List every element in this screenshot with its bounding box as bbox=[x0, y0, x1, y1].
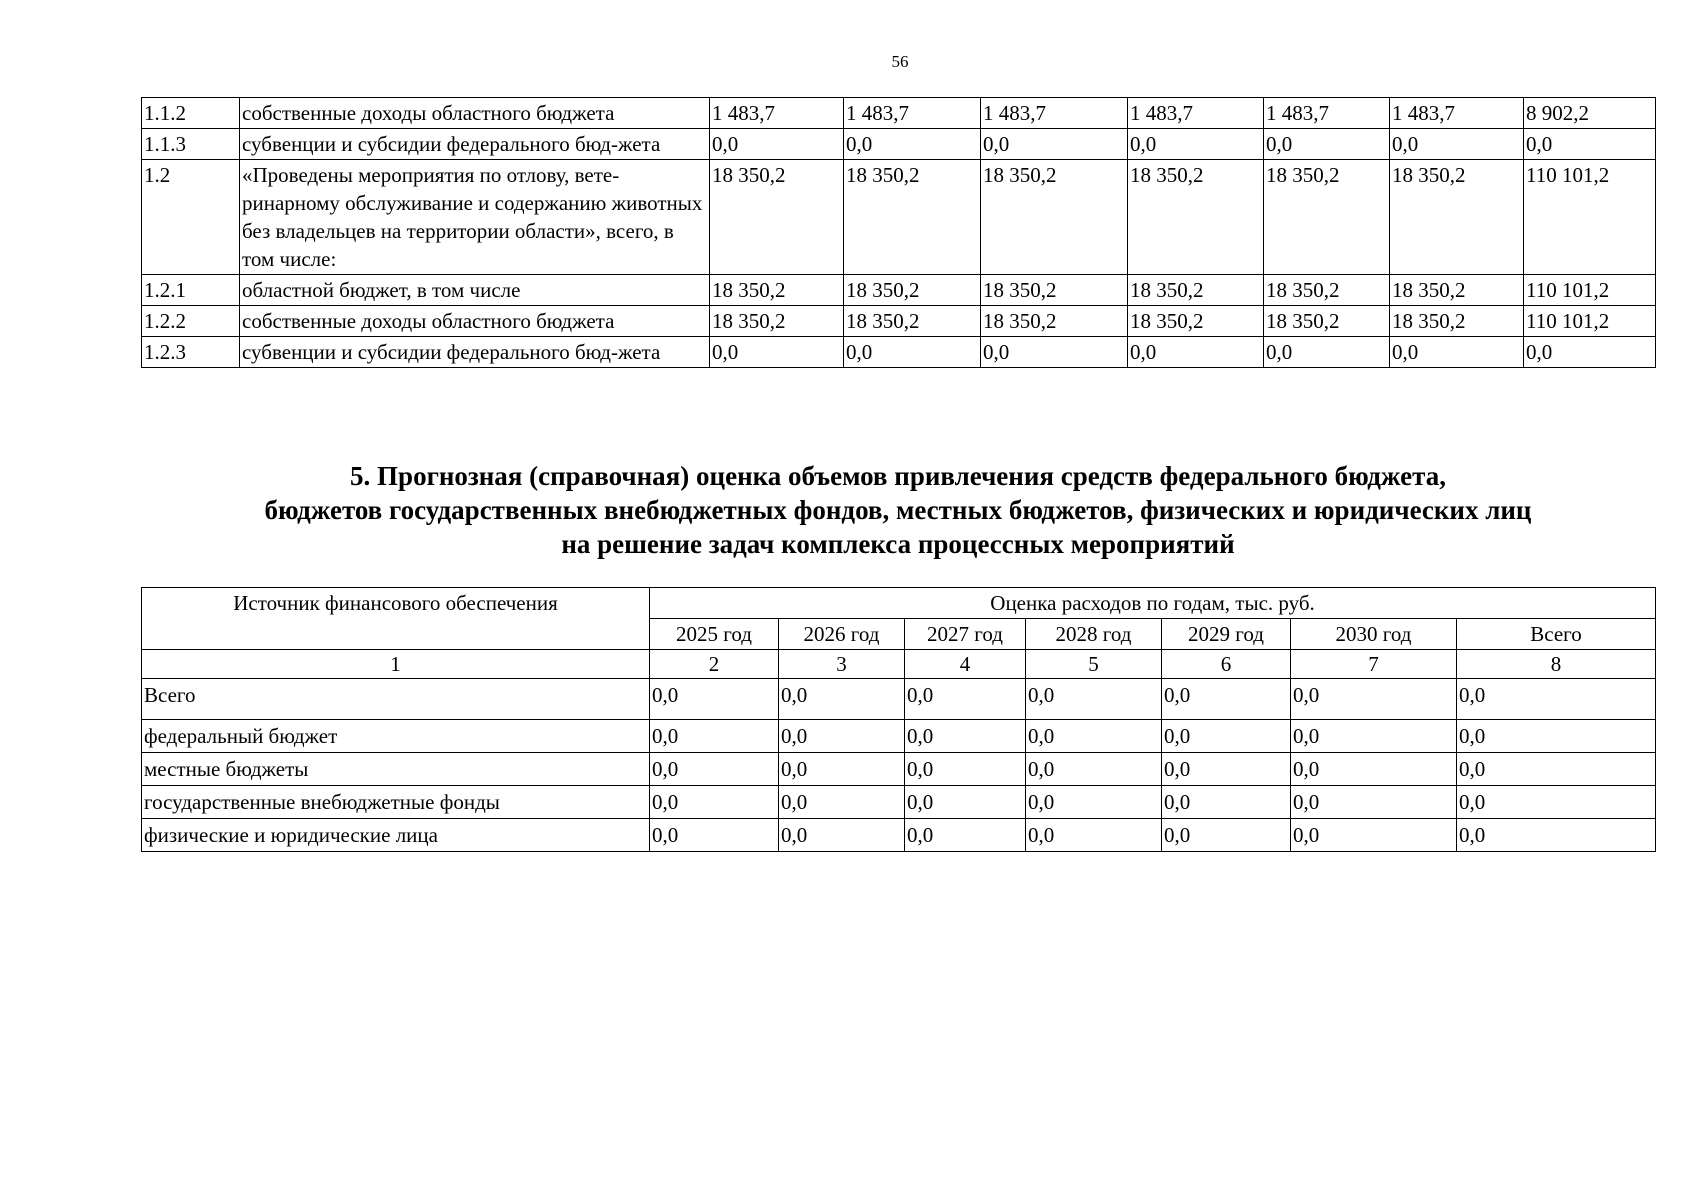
row-name: собственные доходы областного бюджета bbox=[240, 306, 710, 337]
page-number: 56 bbox=[891, 52, 909, 71]
row-value: 0,0 bbox=[1524, 337, 1656, 368]
row-code: 1.1.2 bbox=[142, 98, 240, 129]
row-value: 18 350,2 bbox=[1264, 275, 1390, 306]
row-value: 0,0 bbox=[1291, 753, 1457, 786]
row-value: 18 350,2 bbox=[844, 160, 981, 275]
row-value: 18 350,2 bbox=[710, 275, 844, 306]
row-value: 0,0 bbox=[1162, 786, 1291, 819]
row-value: 0,0 bbox=[905, 720, 1026, 753]
row-value: 0,0 bbox=[650, 679, 779, 720]
row-code: 1.2 bbox=[142, 160, 240, 275]
year-header: 2026 год bbox=[779, 619, 905, 650]
row-value: 18 350,2 bbox=[1128, 275, 1264, 306]
row-name: собственные доходы областного бюджета bbox=[240, 98, 710, 129]
source-name: местные бюджеты bbox=[142, 753, 650, 786]
year-header: 2025 год bbox=[650, 619, 779, 650]
row-value: 0,0 bbox=[650, 753, 779, 786]
row-value: 0,0 bbox=[1390, 129, 1524, 160]
year-header: 2030 год bbox=[1291, 619, 1457, 650]
row-name: субвенции и субсидии федерального бюд-жета bbox=[240, 129, 710, 160]
row-value: 0,0 bbox=[1162, 720, 1291, 753]
row-value: 0,0 bbox=[1457, 753, 1656, 786]
row-value: 0,0 bbox=[905, 753, 1026, 786]
row-value: 0,0 bbox=[1026, 819, 1162, 852]
row-code: 1.2.2 bbox=[142, 306, 240, 337]
column-number: 4 bbox=[905, 650, 1026, 679]
row-value: 0,0 bbox=[1026, 786, 1162, 819]
row-value: 0,0 bbox=[1390, 337, 1524, 368]
row-value: 0,0 bbox=[650, 786, 779, 819]
row-value: 0,0 bbox=[981, 337, 1128, 368]
row-name: областной бюджет, в том числе bbox=[240, 275, 710, 306]
column-number: 1 bbox=[142, 650, 650, 679]
row-value: 110 101,2 bbox=[1524, 275, 1656, 306]
column-number: 7 bbox=[1291, 650, 1457, 679]
row-value: 18 350,2 bbox=[981, 275, 1128, 306]
row-value: 0,0 bbox=[1128, 337, 1264, 368]
column-number: 8 bbox=[1457, 650, 1656, 679]
header-estimate: Оценка расходов по годам, тыс. руб. bbox=[650, 588, 1656, 619]
row-value: 18 350,2 bbox=[1390, 275, 1524, 306]
row-value: 1 483,7 bbox=[1128, 98, 1264, 129]
year-header: 2029 год bbox=[1162, 619, 1291, 650]
row-value: 110 101,2 bbox=[1524, 306, 1656, 337]
row-value: 0,0 bbox=[779, 786, 905, 819]
row-value: 0,0 bbox=[779, 679, 905, 720]
row-code: 1.2.1 bbox=[142, 275, 240, 306]
table-row bbox=[142, 679, 1656, 720]
row-value: 0,0 bbox=[1264, 337, 1390, 368]
row-value: 0,0 bbox=[710, 129, 844, 160]
row-value: 0,0 bbox=[844, 337, 981, 368]
row-value: 8 902,2 bbox=[1524, 98, 1656, 129]
section-heading-line: бюджетов государственных внебюджетных фондов, местных бюджетов, физических и юридических лиц bbox=[264, 495, 1532, 525]
row-value: 0,0 bbox=[650, 720, 779, 753]
table-row bbox=[142, 786, 1656, 819]
row-value: 0,0 bbox=[1291, 720, 1457, 753]
source-name: государственные внебюджетные фонды bbox=[142, 786, 650, 819]
row-value: 18 350,2 bbox=[710, 306, 844, 337]
row-value: 18 350,2 bbox=[1390, 160, 1524, 275]
row-value: 0,0 bbox=[779, 720, 905, 753]
table-row bbox=[142, 129, 1656, 160]
year-header: Всего bbox=[1457, 619, 1656, 650]
table-row bbox=[142, 819, 1656, 852]
row-value: 0,0 bbox=[981, 129, 1128, 160]
table-row bbox=[142, 160, 1656, 275]
row-value: 0,0 bbox=[1291, 819, 1457, 852]
row-value: 0,0 bbox=[844, 129, 981, 160]
row-value: 18 350,2 bbox=[1264, 306, 1390, 337]
row-value: 0,0 bbox=[650, 819, 779, 852]
row-value: 0,0 bbox=[905, 679, 1026, 720]
source-name: Всего bbox=[142, 679, 650, 720]
header-source: Источник финансового обеспечения bbox=[142, 588, 650, 650]
row-value: 0,0 bbox=[1026, 679, 1162, 720]
row-value: 1 483,7 bbox=[710, 98, 844, 129]
row-value: 110 101,2 bbox=[1524, 160, 1656, 275]
row-name: «Проведены мероприятия по отлову, вете-ринарному обслуживание и содержанию животных без владельцев на территории области», всего, в том числе: bbox=[240, 160, 710, 275]
section-heading-line: 5. Прогнозная (справочная) оценка объемов привлечения средств федерального бюджета, bbox=[350, 461, 1446, 491]
table-row bbox=[142, 720, 1656, 753]
row-value: 0,0 bbox=[1162, 753, 1291, 786]
row-value: 1 483,7 bbox=[981, 98, 1128, 129]
row-value: 0,0 bbox=[1026, 753, 1162, 786]
column-number: 5 bbox=[1026, 650, 1162, 679]
table-row bbox=[142, 275, 1656, 306]
row-value: 18 350,2 bbox=[1264, 160, 1390, 275]
row-value: 0,0 bbox=[710, 337, 844, 368]
row-value: 18 350,2 bbox=[981, 160, 1128, 275]
row-value: 0,0 bbox=[1162, 679, 1291, 720]
row-code: 1.1.3 bbox=[142, 129, 240, 160]
row-value: 0,0 bbox=[1457, 720, 1656, 753]
row-value: 0,0 bbox=[1524, 129, 1656, 160]
column-number: 6 bbox=[1162, 650, 1291, 679]
row-value: 0,0 bbox=[905, 786, 1026, 819]
row-value: 18 350,2 bbox=[710, 160, 844, 275]
row-value: 0,0 bbox=[1457, 786, 1656, 819]
row-value: 0,0 bbox=[1128, 129, 1264, 160]
table-row bbox=[142, 306, 1656, 337]
column-number: 2 bbox=[650, 650, 779, 679]
row-value: 0,0 bbox=[1291, 786, 1457, 819]
section-heading-line: на решение задач комплекса процессных мероприятий bbox=[561, 529, 1235, 559]
forecast-table bbox=[141, 587, 1656, 852]
source-name: физические и юридические лица bbox=[142, 819, 650, 852]
row-value: 0,0 bbox=[1264, 129, 1390, 160]
row-value: 18 350,2 bbox=[981, 306, 1128, 337]
source-name: федеральный бюджет bbox=[142, 720, 650, 753]
year-header: 2027 год bbox=[905, 619, 1026, 650]
table-row bbox=[142, 98, 1656, 129]
row-value: 0,0 bbox=[779, 819, 905, 852]
row-value: 18 350,2 bbox=[1128, 306, 1264, 337]
row-value: 1 483,7 bbox=[1264, 98, 1390, 129]
section-heading bbox=[141, 459, 1655, 561]
row-value: 0,0 bbox=[905, 819, 1026, 852]
row-value: 18 350,2 bbox=[1128, 160, 1264, 275]
row-value: 0,0 bbox=[779, 753, 905, 786]
row-value: 0,0 bbox=[1162, 819, 1291, 852]
row-value: 1 483,7 bbox=[1390, 98, 1524, 129]
year-header: 2028 год bbox=[1026, 619, 1162, 650]
row-value: 18 350,2 bbox=[844, 306, 981, 337]
column-number: 3 bbox=[779, 650, 905, 679]
row-value: 0,0 bbox=[1457, 679, 1656, 720]
row-value: 0,0 bbox=[1291, 679, 1457, 720]
table-row bbox=[142, 337, 1656, 368]
row-value: 0,0 bbox=[1026, 720, 1162, 753]
row-value: 18 350,2 bbox=[1390, 306, 1524, 337]
row-code: 1.2.3 bbox=[142, 337, 240, 368]
row-value: 0,0 bbox=[1457, 819, 1656, 852]
row-name: субвенции и субсидии федерального бюд-жета bbox=[240, 337, 710, 368]
row-value: 18 350,2 bbox=[844, 275, 981, 306]
budget-table bbox=[141, 97, 1656, 368]
table-row bbox=[142, 753, 1656, 786]
row-value: 1 483,7 bbox=[844, 98, 981, 129]
